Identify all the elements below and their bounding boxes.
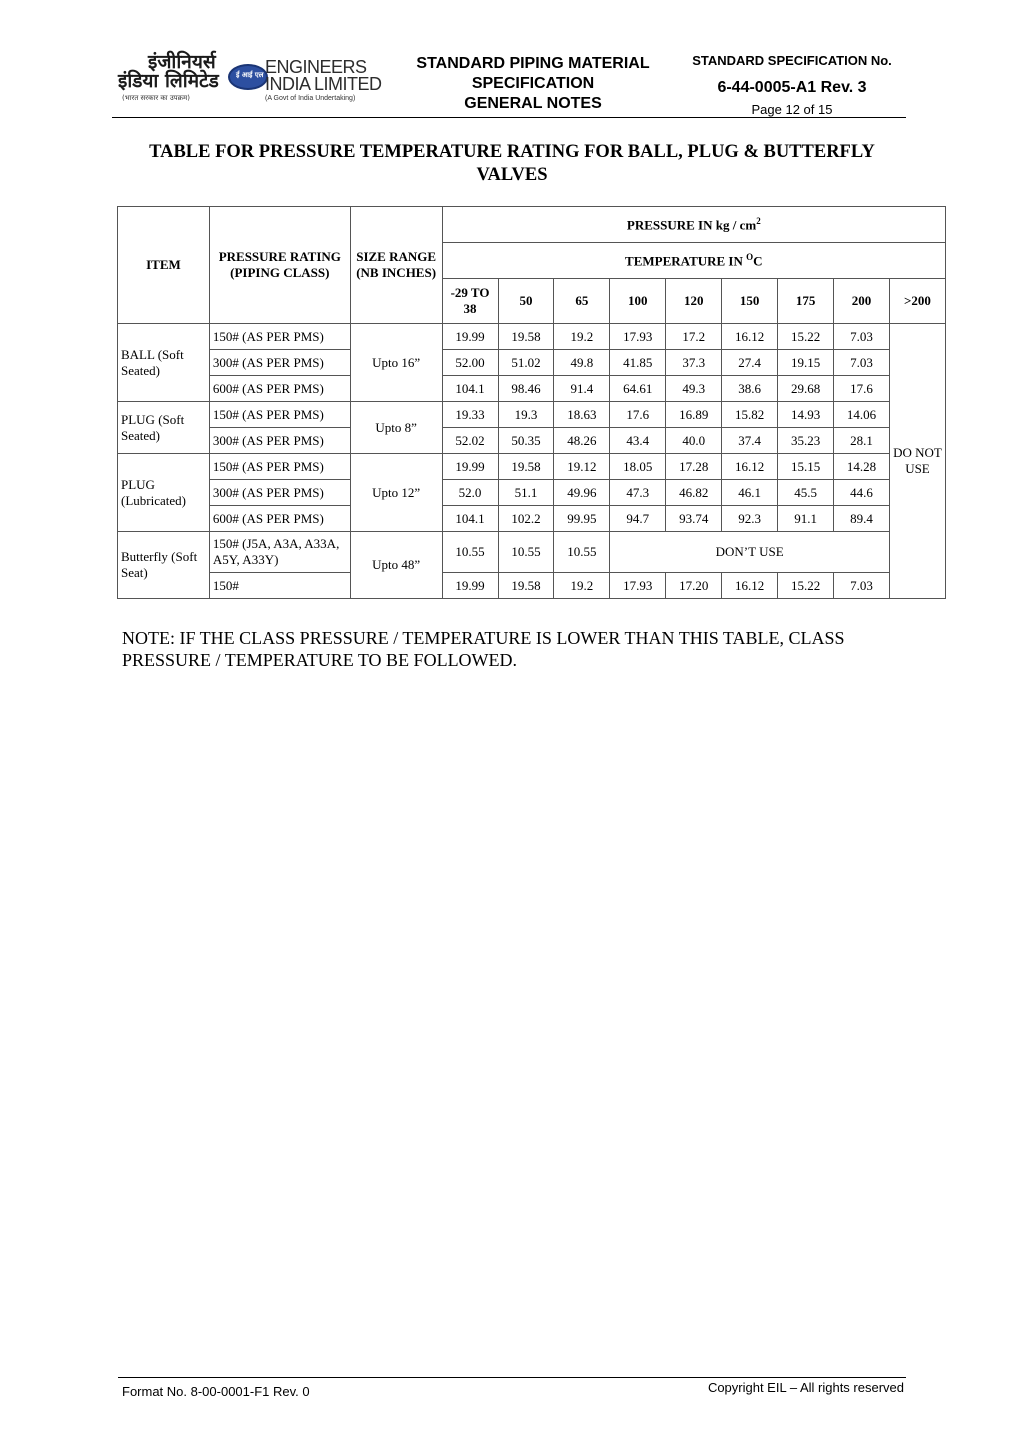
- value-cell: 104.1: [442, 506, 498, 532]
- table-row: [118, 454, 946, 480]
- value-cell: 47.3: [610, 480, 666, 506]
- header-temperature-text: TEMPERATURE IN: [625, 253, 747, 269]
- table-row: [118, 324, 946, 350]
- pressure-temperature-table: [117, 206, 946, 599]
- logo-hindi-line3: (भारत सरकार का उपक्रम): [122, 94, 190, 102]
- value-cell: 19.2: [554, 573, 610, 599]
- table-row: [118, 402, 946, 428]
- value-cell: 52.02: [442, 428, 498, 454]
- value-cell: 45.5: [778, 480, 834, 506]
- value-cell: 19.58: [498, 324, 554, 350]
- table-row: [118, 428, 946, 454]
- value-cell: 41.85: [610, 350, 666, 376]
- value-cell: 17.2: [666, 324, 722, 350]
- value-cell: 64.61: [610, 376, 666, 402]
- value-cell: 91.1: [778, 506, 834, 532]
- rating-cell: 600# (AS PER PMS): [209, 376, 350, 402]
- value-cell: 14.93: [778, 402, 834, 428]
- header-temperature-sup: O: [746, 251, 754, 262]
- document-title: [118, 141, 906, 187]
- value-cell: 28.1: [834, 428, 890, 454]
- value-cell: 43.4: [610, 428, 666, 454]
- size-cell: Upto 12”: [350, 454, 442, 532]
- table-row: [118, 532, 946, 573]
- logo-english-line3: (A Govt of India Undertaking): [265, 95, 356, 102]
- header-title-line3: GENERAL NOTES: [464, 95, 602, 112]
- value-cell: 19.2: [554, 324, 610, 350]
- item-cell: Butterfly (Soft Seat): [118, 532, 210, 599]
- value-cell: 19.99: [442, 324, 498, 350]
- value-cell: 10.55: [442, 532, 498, 573]
- header-pressure-text: PRESSURE IN kg / cm: [626, 217, 757, 233]
- value-cell: 52.0: [442, 480, 498, 506]
- value-cell: 19.58: [498, 454, 554, 480]
- value-cell: 17.93: [610, 324, 666, 350]
- value-cell: 16.12: [722, 573, 778, 599]
- value-cell: 38.6: [722, 376, 778, 402]
- item-cell: PLUG (Lubricated): [118, 454, 210, 532]
- rating-cell: 150# (J5A, A3A, A33A, A5Y, A33Y): [209, 532, 350, 573]
- spec-label: STANDARD SPECIFICATION No.: [692, 53, 892, 68]
- footer-copyright: Copyright EIL – All rights reserved: [707, 1380, 904, 1395]
- value-cell: 46.82: [666, 480, 722, 506]
- header-temperature: [442, 243, 945, 279]
- value-cell: 16.89: [666, 402, 722, 428]
- logo-hindi-line1: इंजीनियर्स: [148, 51, 216, 73]
- value-cell: 102.2: [498, 506, 554, 532]
- value-cell: 7.03: [834, 324, 890, 350]
- value-cell: 89.4: [834, 506, 890, 532]
- dont-use-cell: DON’T USE: [610, 532, 890, 573]
- spec-block: [678, 52, 906, 118]
- value-cell: 10.55: [498, 532, 554, 573]
- value-cell: 104.1: [442, 376, 498, 402]
- table-note: NOTE: IF THE CLASS PRESSURE / TEMPERATURE IS LOWER THAN THIS TABLE, CLASS PRESSURE / TEMPERATURE TO BE FOLLOWED.: [122, 628, 845, 670]
- temp-col: >200: [889, 279, 945, 324]
- value-cell: 17.93: [610, 573, 666, 599]
- item-cell: PLUG (Soft Seated): [118, 402, 210, 454]
- page-number: Page 12 of 15: [751, 102, 833, 117]
- table-row: [118, 506, 946, 532]
- value-cell: 92.3: [722, 506, 778, 532]
- header-divider: [112, 117, 906, 118]
- value-cell: 46.1: [722, 480, 778, 506]
- value-cell: 91.4: [554, 376, 610, 402]
- value-cell: 17.28: [666, 454, 722, 480]
- value-cell: 14.06: [834, 402, 890, 428]
- value-cell: 18.05: [610, 454, 666, 480]
- value-cell: 94.7: [610, 506, 666, 532]
- value-cell: 14.28: [834, 454, 890, 480]
- item-cell: BALL (Soft Seated): [118, 324, 210, 402]
- value-cell: 10.55: [554, 532, 610, 573]
- temp-col: 50: [498, 279, 554, 324]
- value-cell: 15.22: [778, 573, 834, 599]
- value-cell: 16.12: [722, 454, 778, 480]
- header-temperature-unit: C: [753, 253, 763, 269]
- size-cell: Upto 48”: [350, 532, 442, 599]
- value-cell: 19.58: [498, 573, 554, 599]
- rating-cell: 150# (AS PER PMS): [209, 402, 350, 428]
- value-cell: 51.02: [498, 350, 554, 376]
- value-cell: 19.33: [442, 402, 498, 428]
- value-cell: 15.82: [722, 402, 778, 428]
- value-cell: 37.4: [722, 428, 778, 454]
- value-cell: 16.12: [722, 324, 778, 350]
- value-cell: 37.3: [666, 350, 722, 376]
- value-cell: 35.23: [778, 428, 834, 454]
- value-cell: 27.4: [722, 350, 778, 376]
- rating-cell: 150#: [209, 573, 350, 599]
- value-cell: 19.99: [442, 454, 498, 480]
- rating-cell: 300# (AS PER PMS): [209, 480, 350, 506]
- logo-english-line1: ENGINEERS: [265, 57, 367, 77]
- value-cell: 44.6: [834, 480, 890, 506]
- value-cell: 18.63: [554, 402, 610, 428]
- header-item: ITEM: [118, 207, 210, 324]
- rating-cell: 150# (AS PER PMS): [209, 324, 350, 350]
- temp-col: 100: [610, 279, 666, 324]
- value-cell: 51.1: [498, 480, 554, 506]
- page-header: [118, 46, 906, 118]
- value-cell: 50.35: [498, 428, 554, 454]
- company-logo: [118, 52, 383, 112]
- value-cell: 7.03: [834, 573, 890, 599]
- value-cell: 49.96: [554, 480, 610, 506]
- header-title: [401, 54, 665, 114]
- header-pressure-rating: PRESSURE RATING (PIPING CLASS): [209, 207, 350, 324]
- value-cell: 98.46: [498, 376, 554, 402]
- value-cell: 17.6: [610, 402, 666, 428]
- document-title-line1: TABLE FOR PRESSURE TEMPERATURE RATING FOR BALL, PLUG & BUTTERFLY: [149, 142, 875, 162]
- value-cell: 15.15: [778, 454, 834, 480]
- spec-number: 6-44-0005-A1 Rev. 3: [717, 79, 867, 96]
- temp-col: 120: [666, 279, 722, 324]
- value-cell: 15.22: [778, 324, 834, 350]
- logo-seal-icon: [228, 64, 268, 90]
- temp-col: 150: [722, 279, 778, 324]
- do-not-use-cell: DO NOT USE: [889, 324, 945, 599]
- size-cell: Upto 16”: [350, 324, 442, 402]
- value-cell: 19.99: [442, 573, 498, 599]
- footer-divider: [118, 1377, 906, 1378]
- value-cell: 99.95: [554, 506, 610, 532]
- footer-format-number: Format No. 8-00-0001-F1 Rev. 0: [122, 1384, 310, 1399]
- document-title-line2: VALVES: [476, 165, 548, 185]
- temp-col: 200: [834, 279, 890, 324]
- header-title-line1: STANDARD PIPING MATERIAL: [416, 55, 650, 72]
- value-cell: 40.0: [666, 428, 722, 454]
- table-row: [118, 480, 946, 506]
- rating-cell: 150# (AS PER PMS): [209, 454, 350, 480]
- value-cell: 49.8: [554, 350, 610, 376]
- rating-cell: 600# (AS PER PMS): [209, 506, 350, 532]
- value-cell: 49.3: [666, 376, 722, 402]
- logo-seal-text: ई आई एल: [236, 71, 264, 79]
- value-cell: 29.68: [778, 376, 834, 402]
- logo-english-line2: INDIA LIMITED: [265, 74, 382, 94]
- table-row: [118, 573, 946, 599]
- value-cell: 7.03: [834, 350, 890, 376]
- value-cell: 93.74: [666, 506, 722, 532]
- temp-col: 65: [554, 279, 610, 324]
- table-row: [118, 376, 946, 402]
- value-cell: 52.00: [442, 350, 498, 376]
- header-pressure: [442, 207, 945, 243]
- rating-cell: 300# (AS PER PMS): [209, 350, 350, 376]
- header-title-line2: SPECIFICATION: [471, 75, 595, 92]
- value-cell: 17.20: [666, 573, 722, 599]
- temp-col: -29 TO 38: [442, 279, 498, 324]
- header-size-range: SIZE RANGE (NB INCHES): [350, 207, 442, 324]
- table-row: [118, 350, 946, 376]
- value-cell: 17.6: [834, 376, 890, 402]
- rating-cell: 300# (AS PER PMS): [209, 428, 350, 454]
- logo-hindi-line2: इंडिया लिमिटेड: [118, 70, 219, 92]
- value-cell: 19.3: [498, 402, 554, 428]
- value-cell: 48.26: [554, 428, 610, 454]
- value-cell: 19.12: [554, 454, 610, 480]
- header-pressure-sup: 2: [756, 215, 761, 226]
- value-cell: 19.15: [778, 350, 834, 376]
- size-cell: Upto 8”: [350, 402, 442, 454]
- temp-col: 175: [778, 279, 834, 324]
